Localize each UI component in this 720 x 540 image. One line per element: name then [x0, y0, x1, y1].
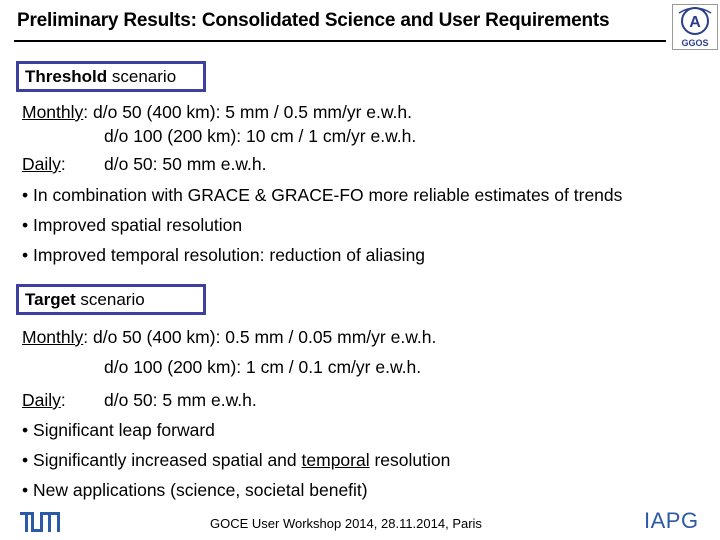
- bullet-icon: •: [22, 480, 29, 500]
- target-bullet-3-text: New applications (science, societal benefit): [33, 480, 368, 500]
- target-box-bold: Target: [25, 290, 76, 309]
- target-bullet-2-underlined: temporal: [301, 450, 370, 470]
- tum-logo: [20, 512, 60, 537]
- target-bullet-2-pre: Significantly increased spatial and: [33, 450, 302, 470]
- ggos-logo-text: GGOS: [681, 38, 709, 48]
- iapg-logo: IAPG: [644, 508, 699, 533]
- target-bullet-1-text: Significant leap forward: [33, 420, 215, 440]
- target-monthly-value1: : d/o 50 (400 km): 0.5 mm / 0.05 mm/yr e.w.h.: [83, 327, 437, 347]
- threshold-box-rest: scenario: [107, 67, 177, 86]
- threshold-monthly-line2: d/o 100 (200 km): 10 cm / 1 cm/yr e.w.h.: [104, 126, 417, 146]
- threshold-bullet-1-text: In combination with GRACE & GRACE-FO more reliable estimates of trends: [33, 185, 623, 205]
- threshold-daily-value: d/o 50: 50 mm e.w.h.: [104, 154, 267, 174]
- target-scenario-box: [16, 284, 206, 315]
- target-bullet-2: [22, 450, 450, 471]
- threshold-bullet-3: [22, 245, 425, 266]
- target-daily-colon: :: [60, 390, 66, 410]
- target-monthly-label: Monthly: [22, 327, 84, 347]
- target-daily-label: Daily: [22, 390, 61, 410]
- threshold-monthly-value1: : d/o 50 (400 km): 5 mm / 0.5 mm/yr e.w.h.: [83, 102, 412, 122]
- ggos-emblem-icon: [673, 5, 717, 39]
- bullet-icon: •: [22, 215, 29, 235]
- target-monthly-line2: d/o 100 (200 km): 1 cm / 0.1 cm/yr e.w.h.: [104, 357, 422, 377]
- threshold-daily-label: Daily: [22, 154, 61, 174]
- threshold-daily-colon: :: [60, 154, 66, 174]
- target-bullet-1: [22, 420, 215, 441]
- threshold-bullet-2: [22, 215, 242, 236]
- svg-text:A: A: [689, 14, 701, 31]
- threshold-monthly-label: Monthly: [22, 102, 84, 122]
- threshold-daily-line: [22, 154, 622, 178]
- target-daily-value: d/o 50: 5 mm e.w.h.: [104, 390, 257, 410]
- tum-logo-icon: [20, 512, 60, 532]
- target-bullet-3: [22, 480, 368, 501]
- threshold-bullet-2-text: Improved spatial resolution: [33, 215, 243, 235]
- threshold-monthly-line1: [22, 102, 412, 123]
- target-bullet-2-post: resolution: [369, 450, 451, 470]
- threshold-scenario-box: [16, 61, 206, 92]
- bullet-icon: •: [22, 245, 29, 265]
- threshold-bullet-1: [22, 185, 622, 206]
- bullet-icon: •: [22, 450, 29, 470]
- threshold-box-bold: Threshold: [25, 67, 108, 86]
- target-monthly-line1: [22, 327, 436, 348]
- target-daily-line: [22, 390, 622, 414]
- ggos-logo: [672, 4, 718, 50]
- bullet-icon: •: [22, 420, 29, 440]
- footer-text: GOCE User Workshop 2014, 28.11.2014, Paris: [210, 516, 482, 531]
- title-underline: [14, 40, 666, 42]
- slide-title: Preliminary Results: Consolidated Science and User Requirements: [17, 10, 610, 31]
- bullet-icon: •: [22, 185, 29, 205]
- target-box-rest: scenario: [75, 290, 145, 309]
- threshold-bullet-3-text: Improved temporal resolution: reduction of aliasing: [33, 245, 426, 265]
